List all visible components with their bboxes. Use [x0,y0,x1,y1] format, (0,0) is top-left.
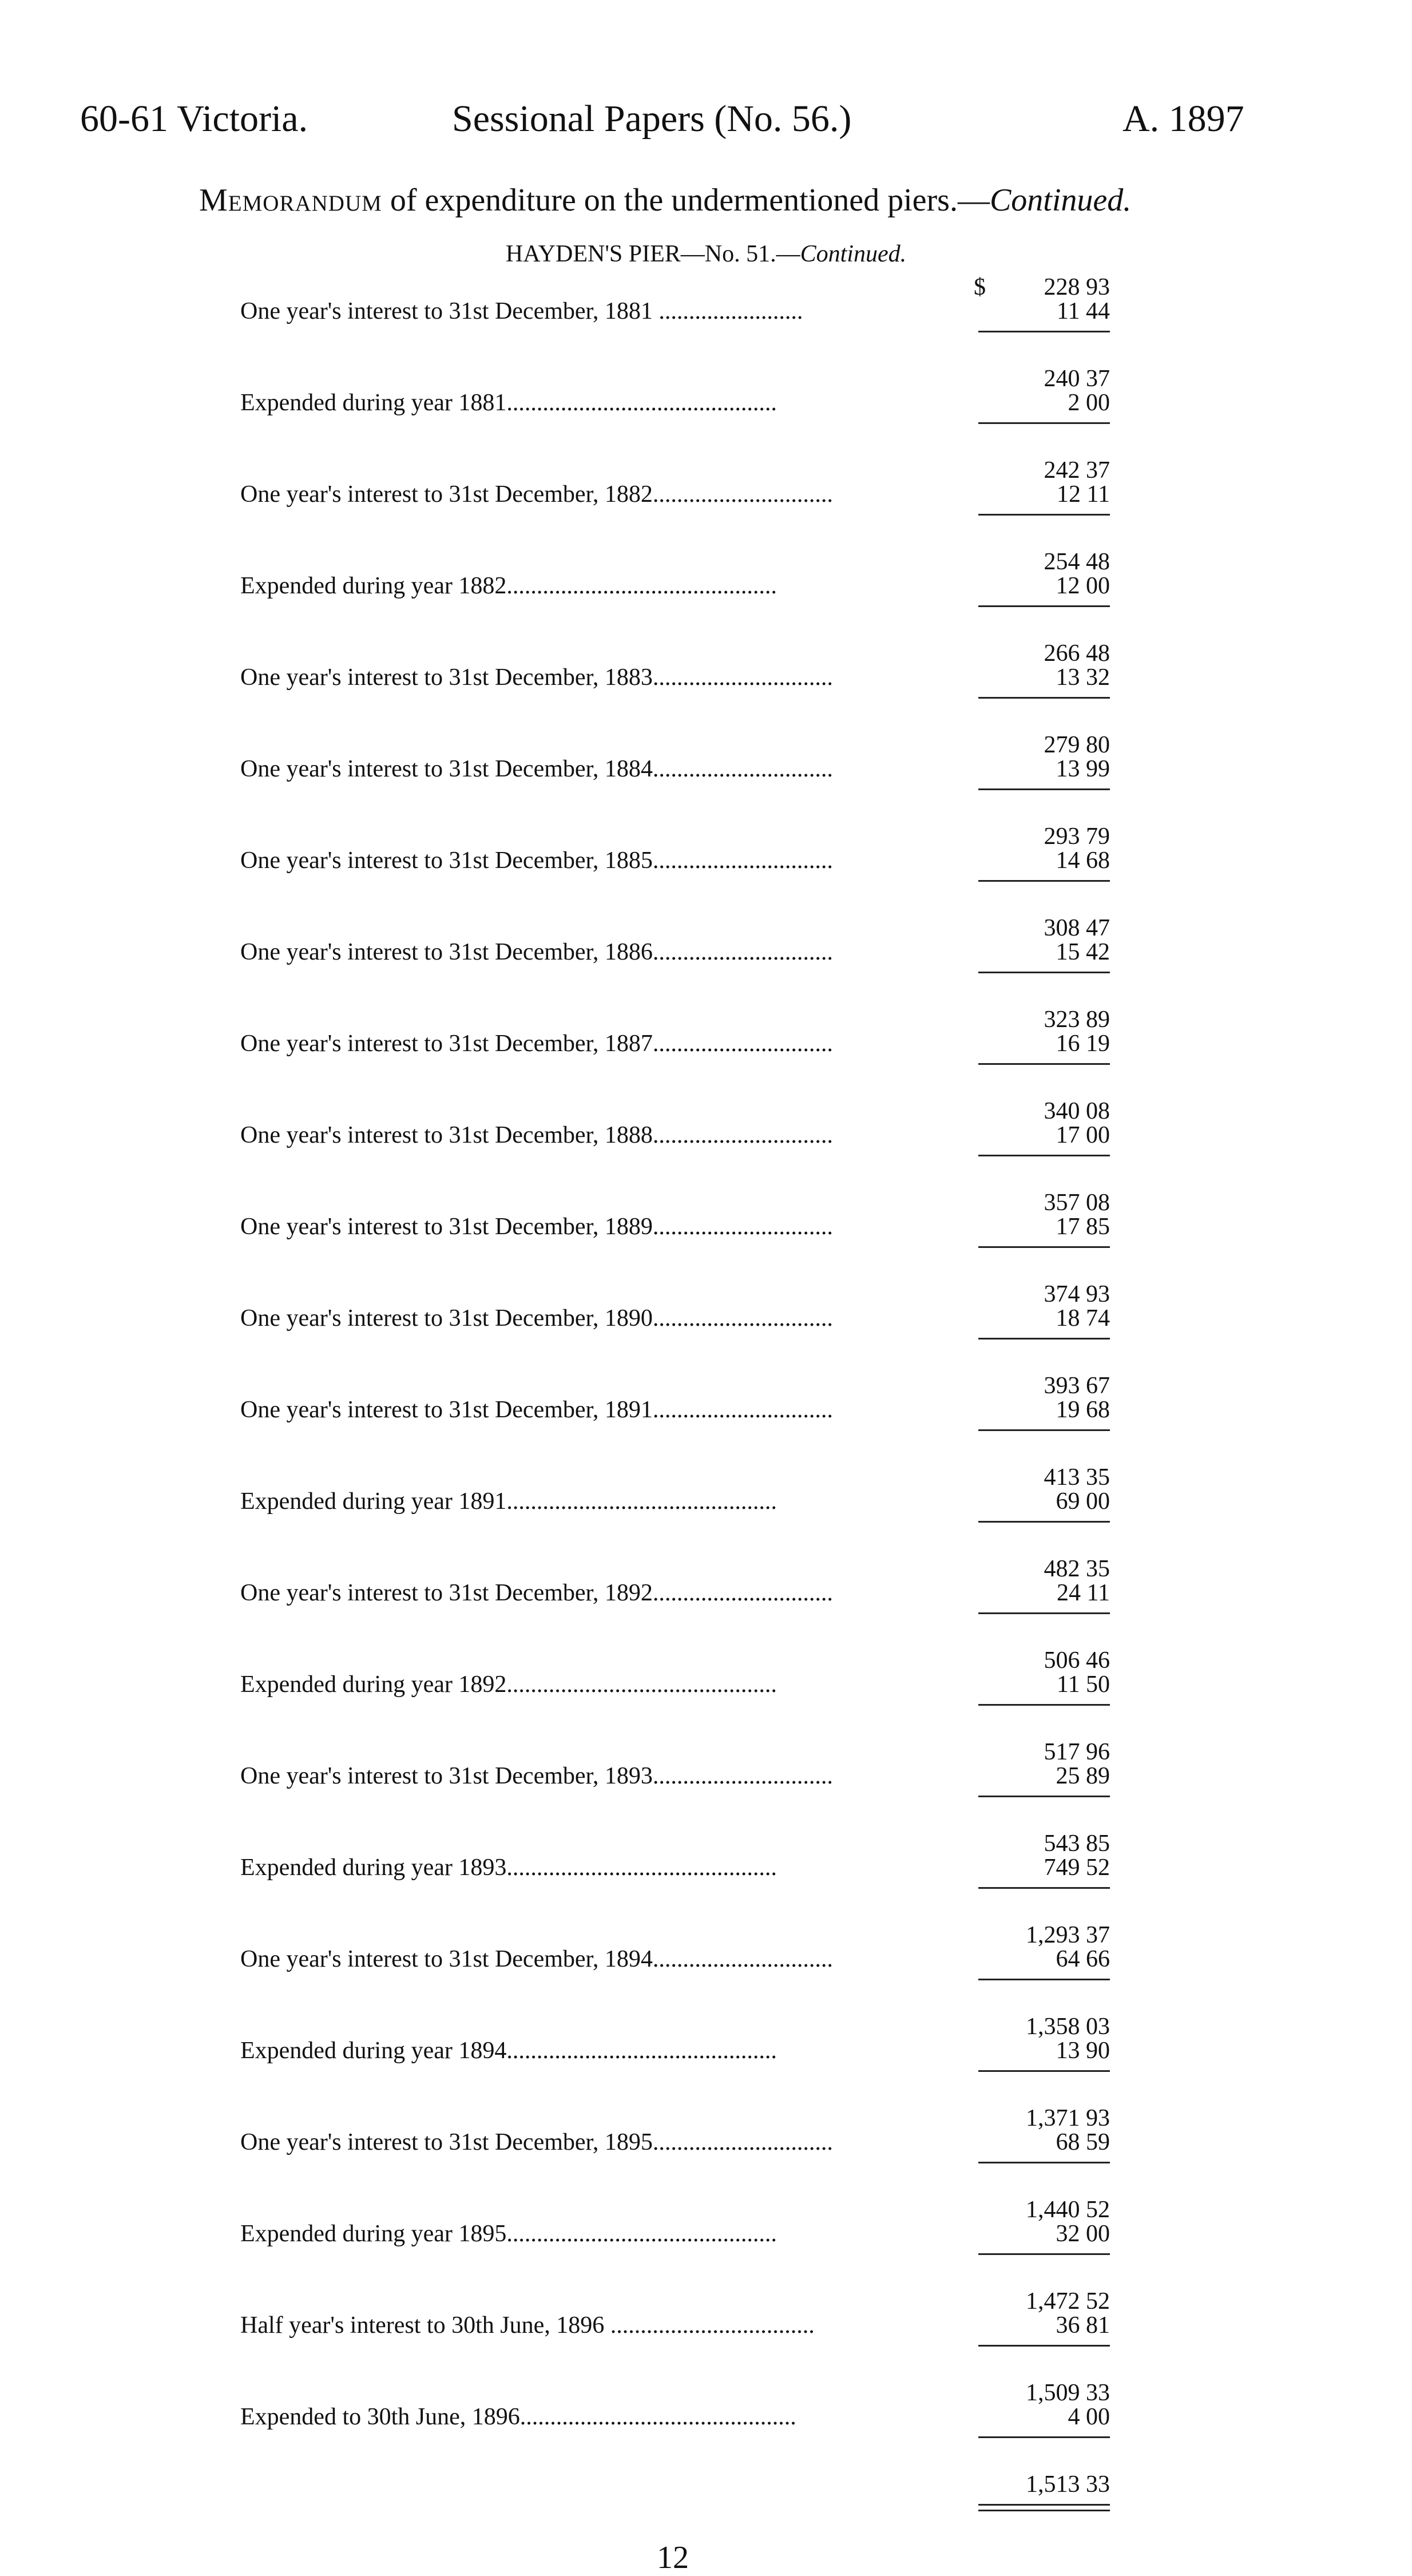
sum-rule [978,2162,1110,2163]
ledger-balance [240,457,1110,484]
ledger-entry [240,1854,1110,1881]
sum-rule [978,880,1110,882]
entry-amount: 24 11 [1057,1580,1110,1606]
sum-rule [978,2253,1110,2255]
header-session: 60-61 Victoria. [80,98,308,140]
entry-description: One year's interest to 31st December, 1881 ........................ [240,298,803,324]
sum-rule [978,1246,1110,1248]
balance-amount: 228 93 [1044,274,1110,300]
entry-amount: 12 11 [1057,481,1110,508]
entry-description: Expended during year 1893............................................. [240,1854,777,1881]
entry-amount: 13 99 [1056,756,1110,782]
ledger-balance [240,1006,1110,1033]
ledger-entry [240,1488,1110,1515]
ledger-balance [240,1372,1110,1399]
ledger-entry [240,1396,1110,1423]
entry-amount: 11 44 [1057,298,1110,324]
ledger-balance [240,1647,1110,1674]
sum-rule [978,331,1110,332]
total-amount: 1,513 33 [1026,2471,1110,2498]
entry-amount: 17 85 [1056,1214,1110,1240]
ledger-entry [240,1213,1110,1240]
sum-rule [978,2345,1110,2347]
sum-rule [978,697,1110,699]
balance-amount: 254 48 [1044,549,1110,575]
ledger-entry [240,2220,1110,2247]
entry-amount: 13 90 [1056,2038,1110,2064]
balance-amount: 517 96 [1044,1739,1110,1765]
entry-description: Expended during year 1892............................................. [240,1671,777,1698]
sum-rule [978,972,1110,973]
entry-amount: 69 00 [1056,1488,1110,1515]
memo-lead: Memorandum [199,183,382,218]
total-rule-bottom [978,2510,1110,2511]
balance-amount: 1,371 93 [1026,2105,1110,2131]
ledger-entry [240,2312,1110,2339]
entry-amount: 19 68 [1056,1397,1110,1423]
ledger-balance [240,274,1110,298]
entry-description: One year's interest to 31st December, 1886.............................. [240,939,833,965]
ledger-balance [240,914,1110,941]
entry-amount: 2 00 [1068,390,1110,416]
sum-rule [978,1155,1110,1156]
balance-amount: 1,440 52 [1026,2197,1110,2223]
balance-amount: 308 47 [1044,915,1110,941]
balance-amount: 357 08 [1044,1190,1110,1216]
sum-rule [978,605,1110,607]
ledger-total [240,2471,1110,2498]
ledger-balance [240,2013,1110,2040]
entry-description: One year's interest to 31st December, 1891.............................. [240,1397,833,1423]
memo-continued: Continued. [989,183,1132,218]
ledger-entry [240,1579,1110,1606]
entry-amount: 16 19 [1056,1031,1110,1057]
ledger-balance [240,731,1110,758]
memo-heading [199,182,1131,219]
entry-description: One year's interest to 31st December, 1893.............................. [240,1763,833,1789]
balance-amount: 1,293 37 [1026,1922,1110,1948]
entry-amount: 25 89 [1056,1763,1110,1789]
entry-amount: 11 50 [1057,1671,1110,1698]
ledger-entry [240,938,1110,965]
ledger-balance [240,1921,1110,1948]
entry-amount: 749 52 [1044,1854,1110,1881]
header-title: Sessional Papers (No. 56.) [452,98,852,140]
entry-description: One year's interest to 31st December, 1883.............................. [240,664,833,691]
ledger-entry [240,847,1110,874]
ledger-balance [240,1097,1110,1124]
balance-amount: 506 46 [1044,1647,1110,1674]
entry-amount: 14 68 [1056,847,1110,874]
ledger-balance [240,1464,1110,1491]
ledger-balance [240,548,1110,575]
entry-amount: 15 42 [1056,939,1110,965]
currency-sign: $ [974,274,986,300]
entry-description: Expended during year 1891............................................. [240,1488,777,1515]
ledger-entry [240,298,1110,322]
balance-amount: 340 08 [1044,1098,1110,1124]
entry-description: Expended during year 1894............................................. [240,2038,777,2064]
entry-amount: 36 81 [1056,2312,1110,2339]
ledger-entry [240,1121,1110,1146]
entry-description: One year's interest to 31st December, 1887.............................. [240,1031,833,1057]
balance-amount: 413 35 [1044,1464,1110,1491]
ledger-entry [240,755,1110,782]
entry-description: Expended during year 1882............................................. [240,573,777,599]
ledger-balance [240,1738,1110,1765]
ledger-entry [240,481,1110,508]
entry-description: One year's interest to 31st December, 1889.............................. [240,1214,833,1240]
entry-description: Expended to 30th June, 1896.............................................. [240,2404,796,2430]
balance-amount: 1,358 03 [1026,2014,1110,2040]
ledger-balance [240,1189,1110,1216]
sum-rule [978,422,1110,424]
ledger-balance [240,640,1110,667]
sum-rule [978,1338,1110,1339]
ledger-balance [240,1281,1110,1305]
balance-amount: 266 48 [1044,640,1110,667]
sum-rule [978,2070,1110,2072]
entry-description: One year's interest to 31st December, 1894.............................. [240,1946,833,1972]
balance-amount: 482 35 [1044,1556,1110,1582]
sum-rule [978,514,1110,516]
entry-description: Expended during year 1895............................................. [240,2221,777,2247]
entry-amount: 68 59 [1056,2129,1110,2155]
entry-amount: 4 00 [1068,2404,1110,2430]
entry-description: One year's interest to 31st December, 1884.............................. [240,756,833,782]
pier-heading [0,240,1412,268]
ledger-entry [240,1305,1110,1329]
entry-description: One year's interest to 31st December, 1895.............................. [240,2129,833,2155]
ledger-balance [240,2288,1110,2315]
sum-rule [978,1887,1110,1889]
entry-description: Half year's interest to 30th June, 1896 .................................. [240,2312,815,2339]
entry-amount: 32 00 [1056,2221,1110,2247]
ledger-balance [240,2379,1110,2406]
ledger-entry [240,2037,1110,2064]
entry-description: One year's interest to 31st December, 1892.............................. [240,1580,833,1606]
entry-description: One year's interest to 31st December, 1882.............................. [240,481,833,508]
sum-rule [978,2436,1110,2438]
balance-amount: 242 37 [1044,457,1110,484]
sum-rule [978,1704,1110,1706]
entry-amount: 64 66 [1056,1946,1110,1972]
balance-amount: 543 85 [1044,1830,1110,1857]
sum-rule [978,1612,1110,1614]
memo-rest: of expenditure on the undermentioned piers.— [382,183,990,218]
entry-amount: 13 32 [1056,664,1110,691]
ledger-balance [240,1830,1110,1857]
ledger-entry [240,2403,1110,2430]
balance-amount: 279 80 [1044,732,1110,758]
entry-description: One year's interest to 31st December, 1890.............................. [240,1305,833,1331]
ledger-balance [240,365,1110,392]
ledger-entry [240,1945,1110,1972]
ledger-balance [240,1555,1110,1582]
balance-amount: 393 67 [1044,1373,1110,1399]
sum-rule [978,1063,1110,1065]
entry-amount: 12 00 [1056,573,1110,599]
sum-rule [978,1521,1110,1523]
entry-amount: 18 74 [1056,1305,1110,1331]
balance-amount: 293 79 [1044,823,1110,850]
sum-rule [978,1796,1110,1797]
sum-rule [978,788,1110,790]
entry-description: One year's interest to 31st December, 1885.............................. [240,847,833,874]
balance-amount: 240 37 [1044,366,1110,392]
sum-rule [978,1429,1110,1431]
ledger-entry [240,572,1110,599]
ledger-entry [240,1030,1110,1057]
entry-description: One year's interest to 31st December, 1888.............................. [240,1122,833,1148]
page-number: 12 [657,2540,689,2575]
ledger-entry [240,664,1110,691]
sum-rule [978,1979,1110,1980]
balance-amount: 374 93 [1044,1281,1110,1307]
header-year: A. 1897 [1123,98,1244,140]
ledger-balance [240,2105,1110,2129]
entry-amount: 17 00 [1056,1122,1110,1148]
balance-amount: 1,472 52 [1026,2288,1110,2315]
ledger-entry [240,389,1110,416]
ledger-entry [240,1671,1110,1698]
ledger-balance [240,823,1110,850]
entry-description: Expended during year 1881............................................. [240,390,777,416]
ledger-balance [240,2196,1110,2223]
pier-title: HAYDEN'S PIER—No. 51.— [505,241,800,267]
ledger-entry [240,2129,1110,2153]
pier-continued: Continued. [800,241,907,267]
balance-amount: 1,509 33 [1026,2380,1110,2406]
total-rule-top [978,2504,1110,2506]
ledger-entry [240,1762,1110,1789]
balance-amount: 323 89 [1044,1006,1110,1033]
